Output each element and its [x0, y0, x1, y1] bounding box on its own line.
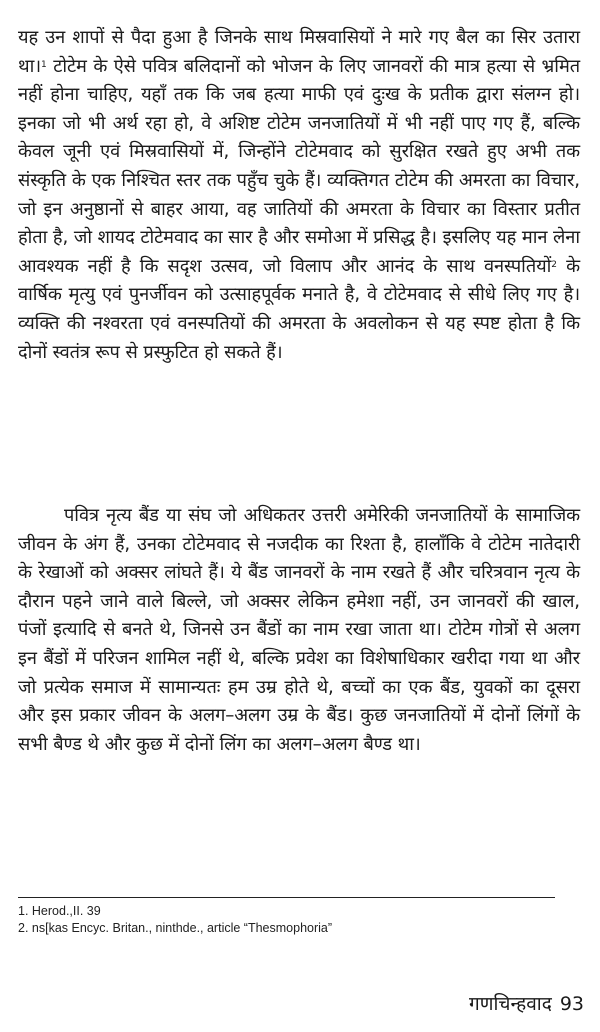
body-paragraph-2: पवित्र नृत्य बैंड या संघ जो अधिकतर उत्तरी अमेरिकी जनजातियों के सामाजिक जीवन के अंग हैं, उनका टोटेमवाद से नजदीक का रिश्ता है, हालाँकि वे टोटेम नातेदारी के रेखाओं को अक्सर लांघते हैं। ये बैंड जानवरों के नाम रखते हैं और चरित्रवान नृत्य के दौरान पहने जाने वाले बिल्ले, जो अक्सर लेकिन हमेशा नहीं, उन जानवरों की खाल, पंजों इत्यादि से बनते थे, जिनसे उन बैंडों का नाम रखा जाता था। टोटेम गोत्रों से अलग इन बैंडों में परिजन शामिल नहीं थे, बल्कि प्रवेश का विशेषाधिकार खरीदा गया था और जो प्रत्येक समाज में सामान्यतः हम उम्र होते थे, बच्चों का एक बैंड, युवकों का दूसरा और इस प्रकार जीवन के अलग–अलग उम्र के बैंड। कुछ जनजातियों में दोनों लिंगों के सभी बैण्ड थे और कुछ में दोनों लिंग का अलग–अलग बैण्ड था। — [18, 505, 580, 755]
footnotes — [18, 903, 578, 937]
footnote-2: 2. ns[kas Encyc. Britan., ninthde., article “Thesmophoria” — [18, 921, 333, 935]
footnote-1: 1. Herod.,II. 39 — [18, 904, 101, 918]
page-footer — [469, 990, 584, 1016]
paragraph-text: टोटेम के ऐसे पवित्र बलिदानों को भोजन के लिए जानवरों की मात्र हत्या से भ्रमित नहीं होना चाहिए, यहाँ तक कि जब हत्या माफी एवं दुःख के प्रतीक द्वारा संलग्न हो। इनका जो भी अर्थ रहा हो, वे अशिष्ट टोटेम जनजातियों में भी नहीं पाए गए हैं, बल्कि केवल जूनी एवं मिस्रवासियों में, जिन्होंने टोटेमवाद को सुरक्षित रखते हुए अभी तक संस्कृति के एक निश्चित स्तर तक पहुँच चुके हैं। व्यक्तिगत टोटेम की अमरता का विचार, जो इन अनुष्ठानों से बाहर आया, वह जातियों की अमरता के विचार का विस्तार प्रतीत होता है, जो शायद टोटेमवाद का सार है और समोआ में प्रसिद्ध है। इसलिए यह मान लेना आवश्यक नहीं है कि सदृश उत्सव, जो विलाप और आनंद के साथ वनस्पतियों — [18, 55, 580, 277]
running-title: गणचिन्हवाद — [469, 993, 552, 1015]
page-number: 93 — [559, 993, 584, 1015]
footnote-ref-2: 2 — [551, 259, 557, 270]
footnote-divider — [18, 897, 555, 898]
paragraph-text: के वार्षिक मृत्यु एवं पुनर्जीवन को उत्साहपूर्वक मनाते है, वे टोटेमवाद से सीधे लिए गए है। व्यक्ति की नश्वरता एवं वनस्पतियों की अमरता के अवलोकन से यह स्पष्ट होता है कि दोनों स्वतंत्र रूप से प्रस्फुटित हो सकते हैं। — [18, 255, 580, 363]
footnote-ref-1: 1 — [41, 59, 47, 70]
paragraph-text: यह उन शापों से पैदा हुआ है जिनके साथ मिस्रवासियों ने मारे गए बैल का सिर उतारा था। — [18, 27, 580, 77]
body-paragraph-1 — [18, 24, 580, 367]
